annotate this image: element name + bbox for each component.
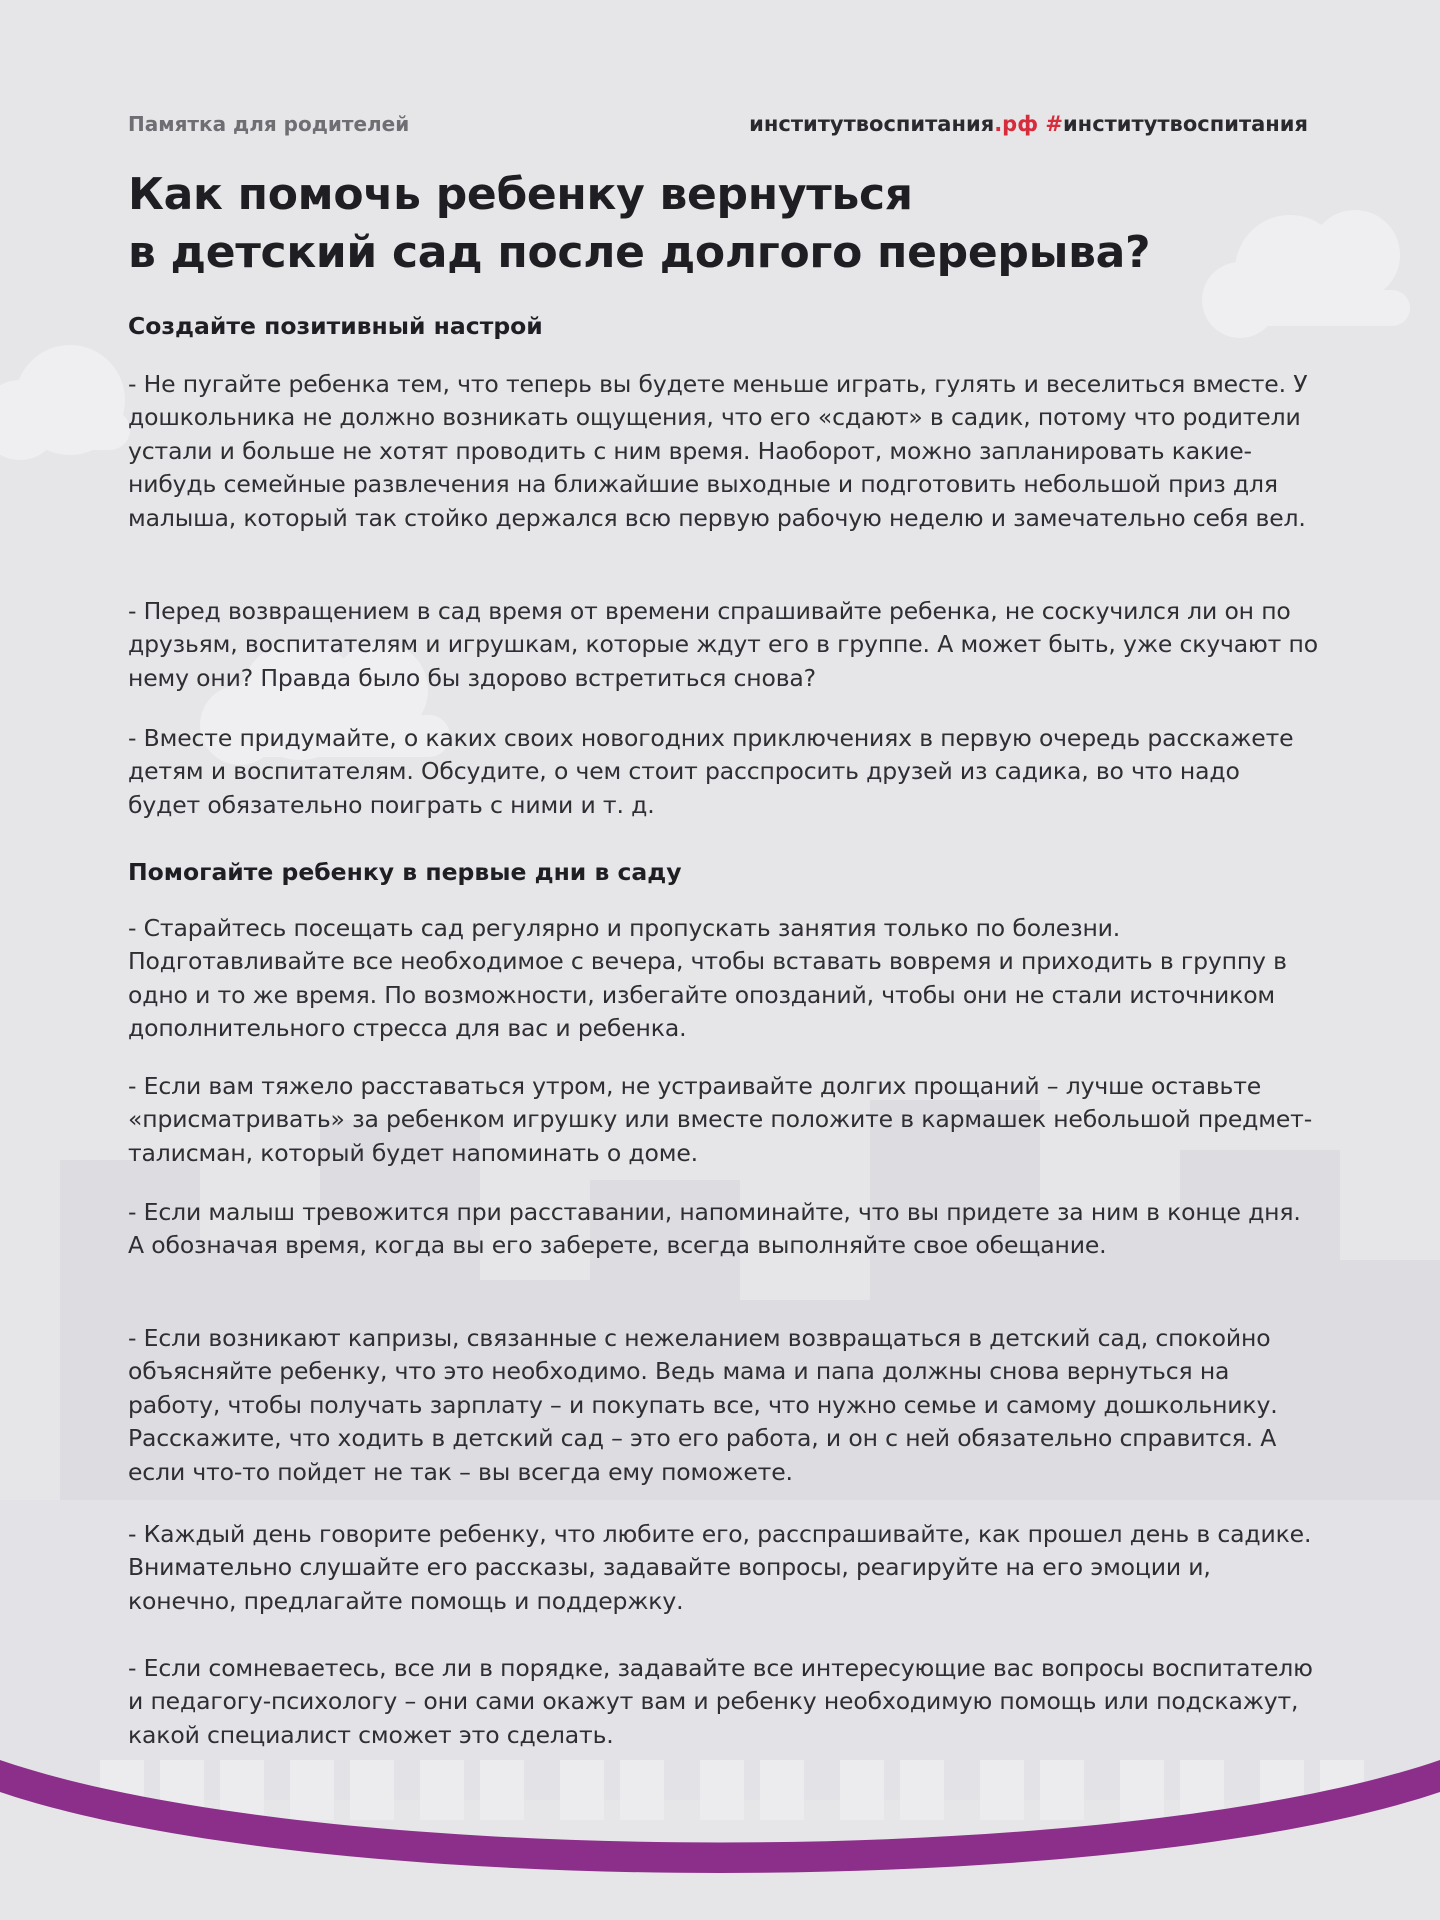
section2-paragraph-4: [128, 1322, 1318, 1489]
section2-paragraph-2: [128, 1070, 1318, 1170]
paragraph-text: - Если сомневаетесь, все ли в порядке, задавайте все интересующие вас вопросы воспитателю и педагогу-психологу – они сами окажут вам и ребенку необходимую помощь или подскажут, какой специалист сможет это сделать.: [128, 1654, 1313, 1749]
section1-paragraph-1: [128, 368, 1318, 535]
title-line-1: Как помочь ребенку вернуться: [128, 169, 913, 220]
section1-paragraph-3: [128, 722, 1318, 822]
header-label: Памятка для родителей: [128, 112, 410, 136]
section1-heading: Создайте позитивный настрой: [128, 312, 543, 340]
section2-paragraph-6: [128, 1652, 1318, 1752]
paragraph-text: - Вместе придумайте, о каких своих новогодних приключениях в первую очередь расскажете детям и воспитателям. Обсудите, о чем стоит расспросить друзей из садика, во что надо будет обязательно поиграть с ними и т. д.: [128, 724, 1294, 819]
paragraph-text: - Каждый день говорите ребенку, что любите его, расспрашивайте, как прошел день в садике. Внимательно слушайте его рассказы, задавайте вопросы, реагируйте на его эмоции и, конечно, предлагайте помощь и поддержку.: [128, 1520, 1312, 1615]
paragraph-text: - Перед возвращением в сад время от времени спрашивайте ребенка, не соскучился ли он по друзьям, воспитателям и игрушкам, которые ждут его в группе. А может быть, уже скучают по нему они? Правда было бы здорово встретиться снова?: [128, 597, 1318, 692]
section2-paragraph-5: [128, 1518, 1318, 1618]
hashtag-text: институтвоспитания: [1062, 112, 1308, 136]
section2-paragraph-3: [128, 1196, 1318, 1263]
paragraph-text: - Не пугайте ребенка тем, что теперь вы будете меньше играть, гулять и веселиться вместе. У дошкольника не должно возникать ощущения, что его «сдают» в садик, потому что родители устали и больше не хотят проводить с ним время. Наоборот, можно запланировать какие-нибудь семейные развлечения на ближайшие выходные и подготовить небольшой приз для малыша, который так стойко держался всю первую рабочую неделю и замечательно себя вел.: [128, 370, 1308, 532]
header-site-link[interactable]: [749, 112, 1308, 136]
site-tld: .рф: [994, 112, 1039, 136]
paragraph-text: - Если малыш тревожится при расставании, напоминайте, что вы придете за ним в конце дня. А обозначая время, когда вы его заберете, всегда выполняйте свое обещание.: [128, 1198, 1301, 1260]
section2-paragraph-1: [128, 912, 1318, 1046]
paragraph-text: - Если вам тяжело расставаться утром, не устраивайте долгих прощаний – лучше оставьте «присматривать» за ребенком игрушку или вместе положите в кармашек небольшой предмет-талисман, который будет напоминать о доме.: [128, 1072, 1313, 1167]
section2-heading: Помогайте ребенку в первые дни в саду: [128, 858, 682, 886]
paragraph-text: - Старайтесь посещать сад регулярно и пропускать занятия только по болезни. Подготавливайте все необходимое с вечера, чтобы вставать вовремя и приходить в группу в одно и то же время. По возможности, избегайте опозданий, чтобы они не стали источником дополнительного стресса для вас и ребенка.: [128, 914, 1287, 1043]
title-line-2: в детский сад после долгого перерыва?: [128, 227, 1151, 278]
section1-paragraph-2: [128, 595, 1318, 695]
paragraph-text: - Если возникают капризы, связанные с нежеланием возвращаться в детский сад, спокойно объясняйте ребенку, что это необходимо. Ведь мама и папа должны снова вернуться на работу, чтобы получать зарплату – и покупать все, что нужно семье и самому дошкольнику. Расскажите, что ходить в детский сад – это его работа, и он с ней обязательно справится. А если что-то пойдет не так – вы всегда ему поможете.: [128, 1324, 1278, 1486]
hashtag-symbol: #: [1045, 112, 1063, 136]
site-domain: институтвоспитания: [749, 112, 995, 136]
page-title: [128, 166, 1278, 282]
